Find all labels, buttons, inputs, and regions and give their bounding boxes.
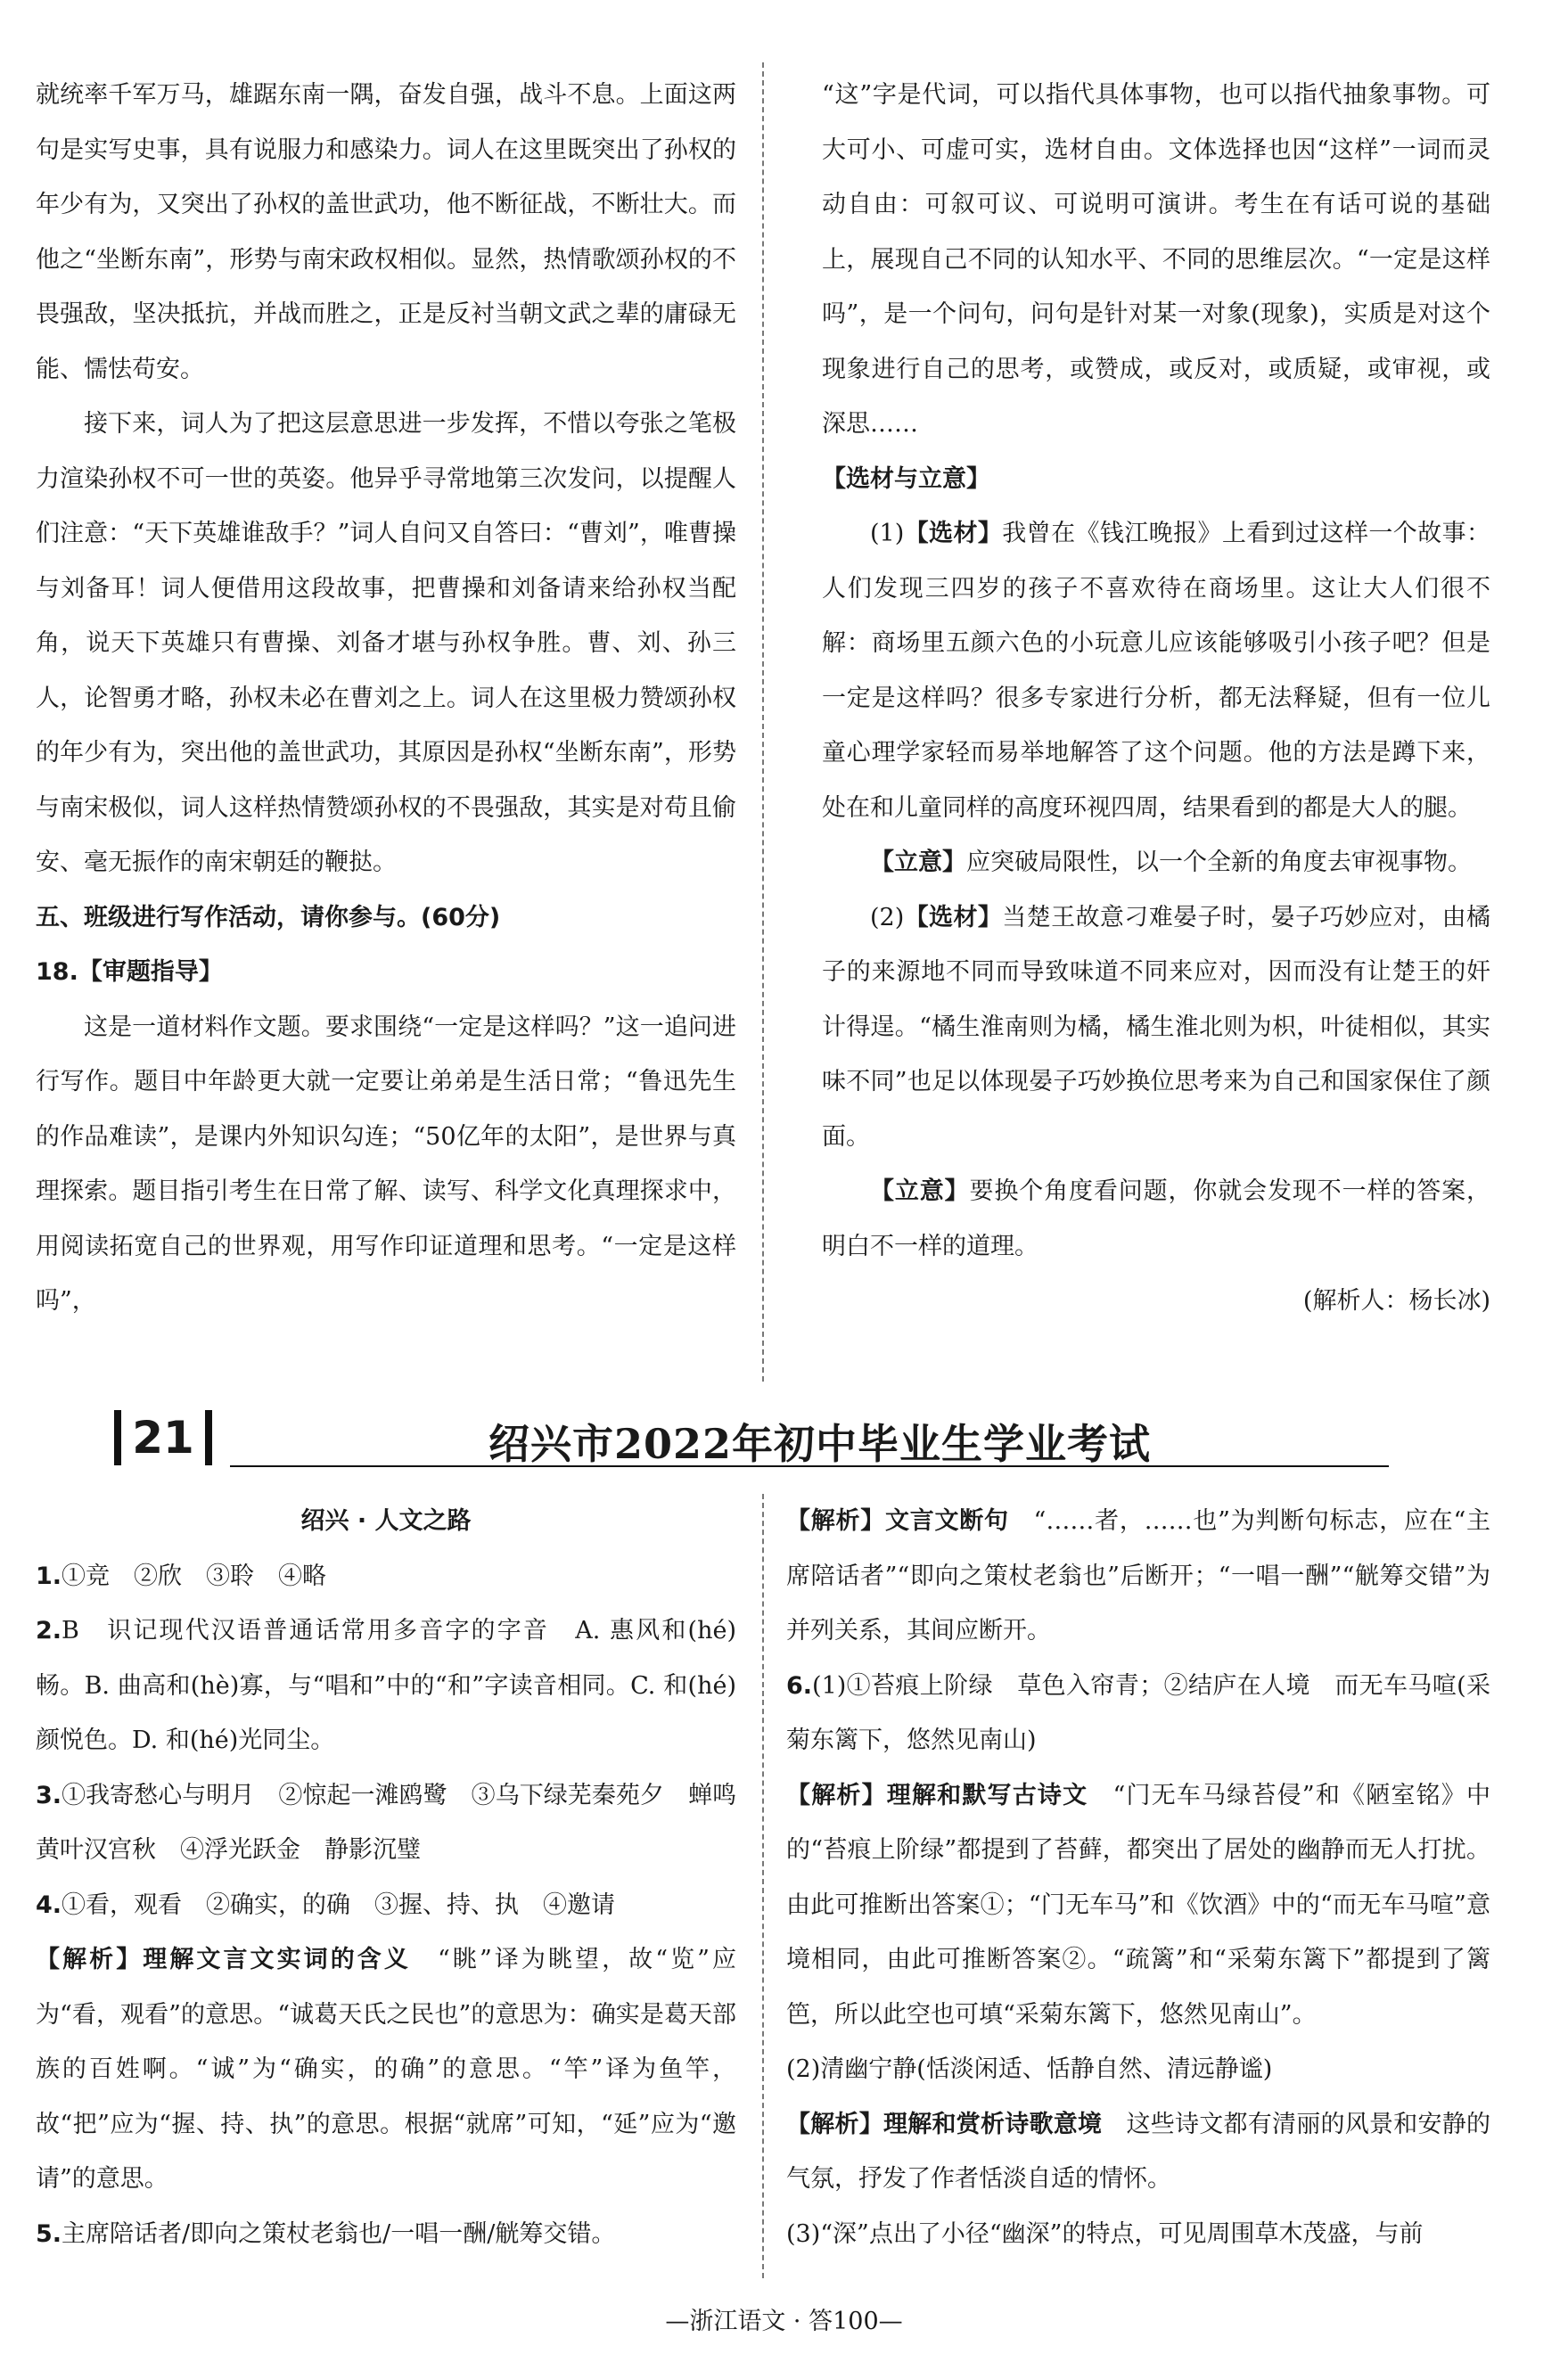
analysis-text: “眺”译为眺望，故“览”应为“看，观看”的意思。“诚葛天氏之民也”的意思为：确实是葛天部族的百姓啊。“诚”为“确实，的确”的意思。“竿”译为鱼竿，故“把”应为“握、持、执”的意思。根据“就席”可知，“延”应为“邀请”的意思。 — [36, 1946, 737, 2193]
q18-text: 这是一道材料作文题。要求围绕“一定是这样吗？”这一追问进行写作。题目中年龄更大就一定要让弟弟是生活日常；“鲁迅先生的作品难读”，是课内外知识勾连；“50亿年的太阳”，是世界与真理探索。题目指引考生在日常了解、读写、科学文化真理探求中，用阅读拓宽自己的世界观，用写作印证道理和思考。“一定是这样吗”， — [36, 1013, 736, 1315]
answer-text: B 识记现代汉语普通话常用多音字的字音 A. 惠风和(hé)畅。B. 曲高和(hè)寡，与“唱和”中的“和”字读音相同。C. 和(hé)颜悦色。D. 和(hé)光同尘。 — [36, 1617, 736, 1754]
question-number: 4. — [36, 1891, 62, 1919]
top-left-column — [36, 68, 736, 1329]
analysis-text: “门无车马绿苔侵”和《陋室铭》中的“苔痕上阶绿”都提到了苔藓，都突出了居处的幽静而无人打扰。由此可推断出答案①；“门无车马”和《饮酒》中的“而无车马喧”意境相同，由此可推断答案②。“疏篱”和“采菊东篱下”都提到了篱笆，所以此空也可填“采菊东篱下，悠然见南山”。 — [786, 1781, 1491, 2029]
column-divider-top — [762, 62, 764, 1382]
answer-text: ①看，观看 ②确实，的确 ③握、持、执 ④邀请 — [62, 1891, 616, 1919]
answer-5 — [36, 2207, 736, 2262]
answer-6-2: (2)清幽宁静(恬淡闲适、恬静自然、清远静谧) — [786, 2055, 1273, 2083]
analysis-5 — [786, 1494, 1490, 1659]
question-number: 5. — [36, 2219, 62, 2248]
answer-text: ①竞 ②欣 ③聆 ④略 — [62, 1562, 327, 1590]
case-1-prefix: (1) — [870, 520, 905, 547]
analysis-4 — [36, 1932, 736, 2207]
page-footer: —浙江语文 · 答100— — [665, 2308, 903, 2335]
case-2-text: 当楚王故意刁难晏子时，晏子巧妙应对，由橘子的来源地不同而导致味道不同来应对，因而没有让楚王的奸计得逞。“橘生淮南则为橘，橘生淮北则为枳，叶徒相似，其实味不同”也足以体现晏子巧妙换位思考来为自己和国家保住了颜面。 — [822, 903, 1490, 1151]
header-rule — [230, 1465, 1389, 1467]
top-right-column — [822, 68, 1490, 1329]
answer-4 — [36, 1878, 736, 1933]
paragraph: 接下来，词人为了把这层意思进一步发挥，不惜以夸张之笔极力渲染孙权不可一世的英姿。他异乎寻常地第三次发问，以提醒人们注意：“天下英雄谁敌手？”词人自问又自答曰：“曹刘”，唯曹操与刘备耳！词人便借用这段故事，把曹操和刘备请来给孙权当配角，说天下英雄只有曹操、刘备才堪与孙权争胜。曹、刘、孙三人，论智勇才略，孙权未必在曹刘之上。词人在这里极力赞颂孙权的年少有为，突出他的盖世武功，其原因是孙权“坐断东南”，形势与南宋极似，词人这样热情赞颂孙权的不畏强敌，其实是对苟且偷安、毫无振作的南宋朝廷的鞭挞。 — [36, 410, 736, 876]
analyst-credit: (解析人：杨长冰) — [1302, 1287, 1490, 1315]
bottom-right-column — [786, 1494, 1490, 2261]
case-1-label: 【选材】 — [904, 520, 1003, 547]
analysis-label: 【解析】文言文断句 — [786, 1507, 1009, 1535]
paragraph: 就统率千军万马，雄踞东南一隅，奋发自强，战斗不息。上面这两句是实写史事，具有说服力和感染力。词人在这里既突出了孙权的年少有为，又突出了孙权的盖世武功，他不断征战，不断壮大。而他之“坐断东南”，形势与南宋政权相似。显然，热情歌颂孙权的不畏强敌，坚决抵抗，并战而胜之，正是反衬当朝文武之辈的庸碌无能、懦怯苟安。 — [36, 81, 736, 383]
answer-6-1 — [786, 1659, 1490, 1768]
answer-1 — [36, 1549, 736, 1604]
theme-label: 【立意】 — [870, 849, 966, 876]
theme-label: 【立意】 — [870, 1177, 970, 1205]
case-2-prefix: (2) — [870, 903, 905, 931]
q18-label: 18.【审题指导】 — [36, 958, 223, 986]
answer-text: ①我寄愁心与明月 ②惊起一滩鸥鹭 ③乌下绿芜秦苑夕 蝉鸣黄叶汉宫秋 ④浮光跃金 静影沉璧 — [36, 1781, 736, 1864]
exam-header — [114, 1410, 1407, 1471]
case-1-theme — [822, 835, 1490, 890]
bottom-left-column — [36, 1494, 736, 2261]
theme-text: 应突破局限性，以一个全新的角度去审视事物。 — [966, 849, 1472, 876]
case-1-text: 我曾在《钱江晚报》上看到过这样一个故事：人们发现三四岁的孩子不喜欢待在商场里。这让大人们很不解：商场里五颜六色的小玩意儿应该能够吸引小孩子吧？但是一定是这样吗？很多专家进行分析，都无法释疑，但有一位儿童心理学家轻而易举地解答了这个问题。他的方法是蹲下来，处在和儿童同样的高度环视四周，结果看到的都是大人的腿。 — [822, 520, 1490, 822]
answer-text: 主席陪话者/即向之策杖老翁也/一唱一酬/觥筹交错。 — [62, 2219, 616, 2248]
analysis-6-2 — [786, 2097, 1490, 2207]
section-five-heading: 五、班级进行写作活动，请你参与。(60分) — [36, 903, 501, 931]
answer-2 — [36, 1604, 736, 1768]
analysis-label: 【解析】理解和默写古诗文 — [786, 1781, 1088, 1809]
answer-6-3: (3)“深”点出了小径“幽深”的特点，可见周围草木茂盛，与前 — [786, 2219, 1424, 2248]
analysis-text: 这些诗文都有清丽的风景和安静的气氛，抒发了作者恬淡自适的情怀。 — [786, 2110, 1490, 2193]
column-divider-bottom — [762, 1494, 764, 2278]
analysis-label: 【解析】理解和赏析诗歌意境 — [786, 2110, 1103, 2138]
answer-3 — [36, 1768, 736, 1878]
question-number: 2. — [36, 1617, 62, 1645]
case-2-label: 【选材】 — [904, 903, 1003, 931]
answer-text: (1)①苔痕上阶绿 草色入帘青；②结庐在人境 而无车马喧(采菊东篱下，悠然见南山) — [786, 1671, 1490, 1754]
question-number: 1. — [36, 1562, 62, 1590]
material-heading: 【选材与立意】 — [822, 464, 990, 493]
question-number: 3. — [36, 1781, 62, 1809]
exam-number: 21 — [114, 1410, 212, 1465]
analysis-label: 【解析】理解文言文实词的含义 — [36, 1946, 411, 1973]
section-subtitle: 绍兴 · 人文之路 — [300, 1507, 472, 1535]
analysis-6-1 — [786, 1768, 1490, 2043]
exam-title: 绍兴市2022年初中毕业生学业考试 — [488, 1420, 1152, 1468]
paragraph: “这”字是代词，可以指代具体事物，也可以指代抽象事物。可大可小、可虚可实，选材自由。文体选择也因“这样”一词而灵动自由：可叙可议、可说明可演讲。考生在有话可说的基础上，展现自己不同的认知水平、不同的思维层次。“一定是这样吗”，是一个问句，问句是针对某一对象(现象)，实质是对这个现象进行自己的思考，或赞成，或反对，或质疑，或审视，或深思…… — [822, 81, 1490, 438]
question-number: 6. — [786, 1671, 813, 1700]
analysis-text: “……者，……也”为判断句标志，应在“主席陪话者”“即向之策杖老翁也”后断开；“一唱一酬”“觥筹交错”为并列关系，其间应断开。 — [786, 1507, 1491, 1645]
theme-text: 要换个角度看问题，你就会发现不一样的答案，明白不一样的道理。 — [822, 1177, 1490, 1260]
case-2 — [822, 890, 1490, 1165]
case-1 — [822, 506, 1490, 835]
case-2-theme — [822, 1164, 1490, 1274]
